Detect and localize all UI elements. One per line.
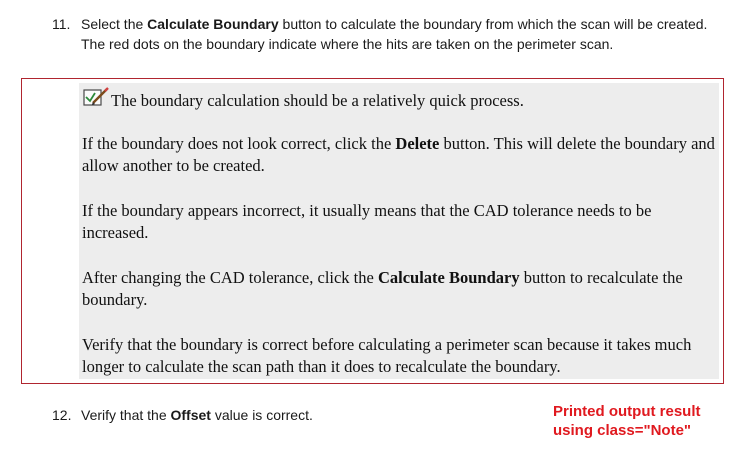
note-box: [79, 83, 719, 379]
output-annotation: [553, 402, 701, 440]
note-title: The boundary calculation should be a relatively quick process.: [82, 87, 716, 112]
step-text: Select the Calculate Boundary button to calculate the boundary from which the scan will be created. The red dots on the boundary indicate where the hits are taken on the perimeter scan.: [81, 16, 708, 52]
step-number: 12.: [52, 407, 72, 423]
note-paragraph: If the boundary appears incorrect, it usually means that the CAD tolerance needs to be increased.: [82, 201, 652, 242]
note-content: [82, 87, 716, 401]
note-pencil-icon: [82, 87, 110, 109]
note-paragraph: Verify that the boundary is correct before calculating a perimeter scan because it takes much longer to calculate the scan path than it does to recalculate the boundary.: [82, 335, 692, 376]
note-paragraph: If the boundary does not look correct, click the Delete button. This will delete the boundary and allow another to be created.: [82, 134, 715, 175]
ui-term-offset: Offset: [170, 407, 211, 423]
annotation-line: Printed output result: [553, 403, 701, 420]
ui-term-delete: Delete: [395, 134, 440, 153]
annotation-line: using class="Note": [553, 422, 692, 439]
step-text: Verify that the Offset value is correct.: [81, 407, 313, 423]
step-number: 11.: [52, 16, 71, 32]
note-paragraph: After changing the CAD tolerance, click the Calculate Boundary button to recalculate the boundary.: [82, 268, 683, 309]
ui-term-calculate-boundary: Calculate Boundary: [377, 268, 520, 287]
note-frame: [21, 78, 724, 384]
ui-term-calculate-boundary: Calculate Boundary: [147, 16, 279, 32]
